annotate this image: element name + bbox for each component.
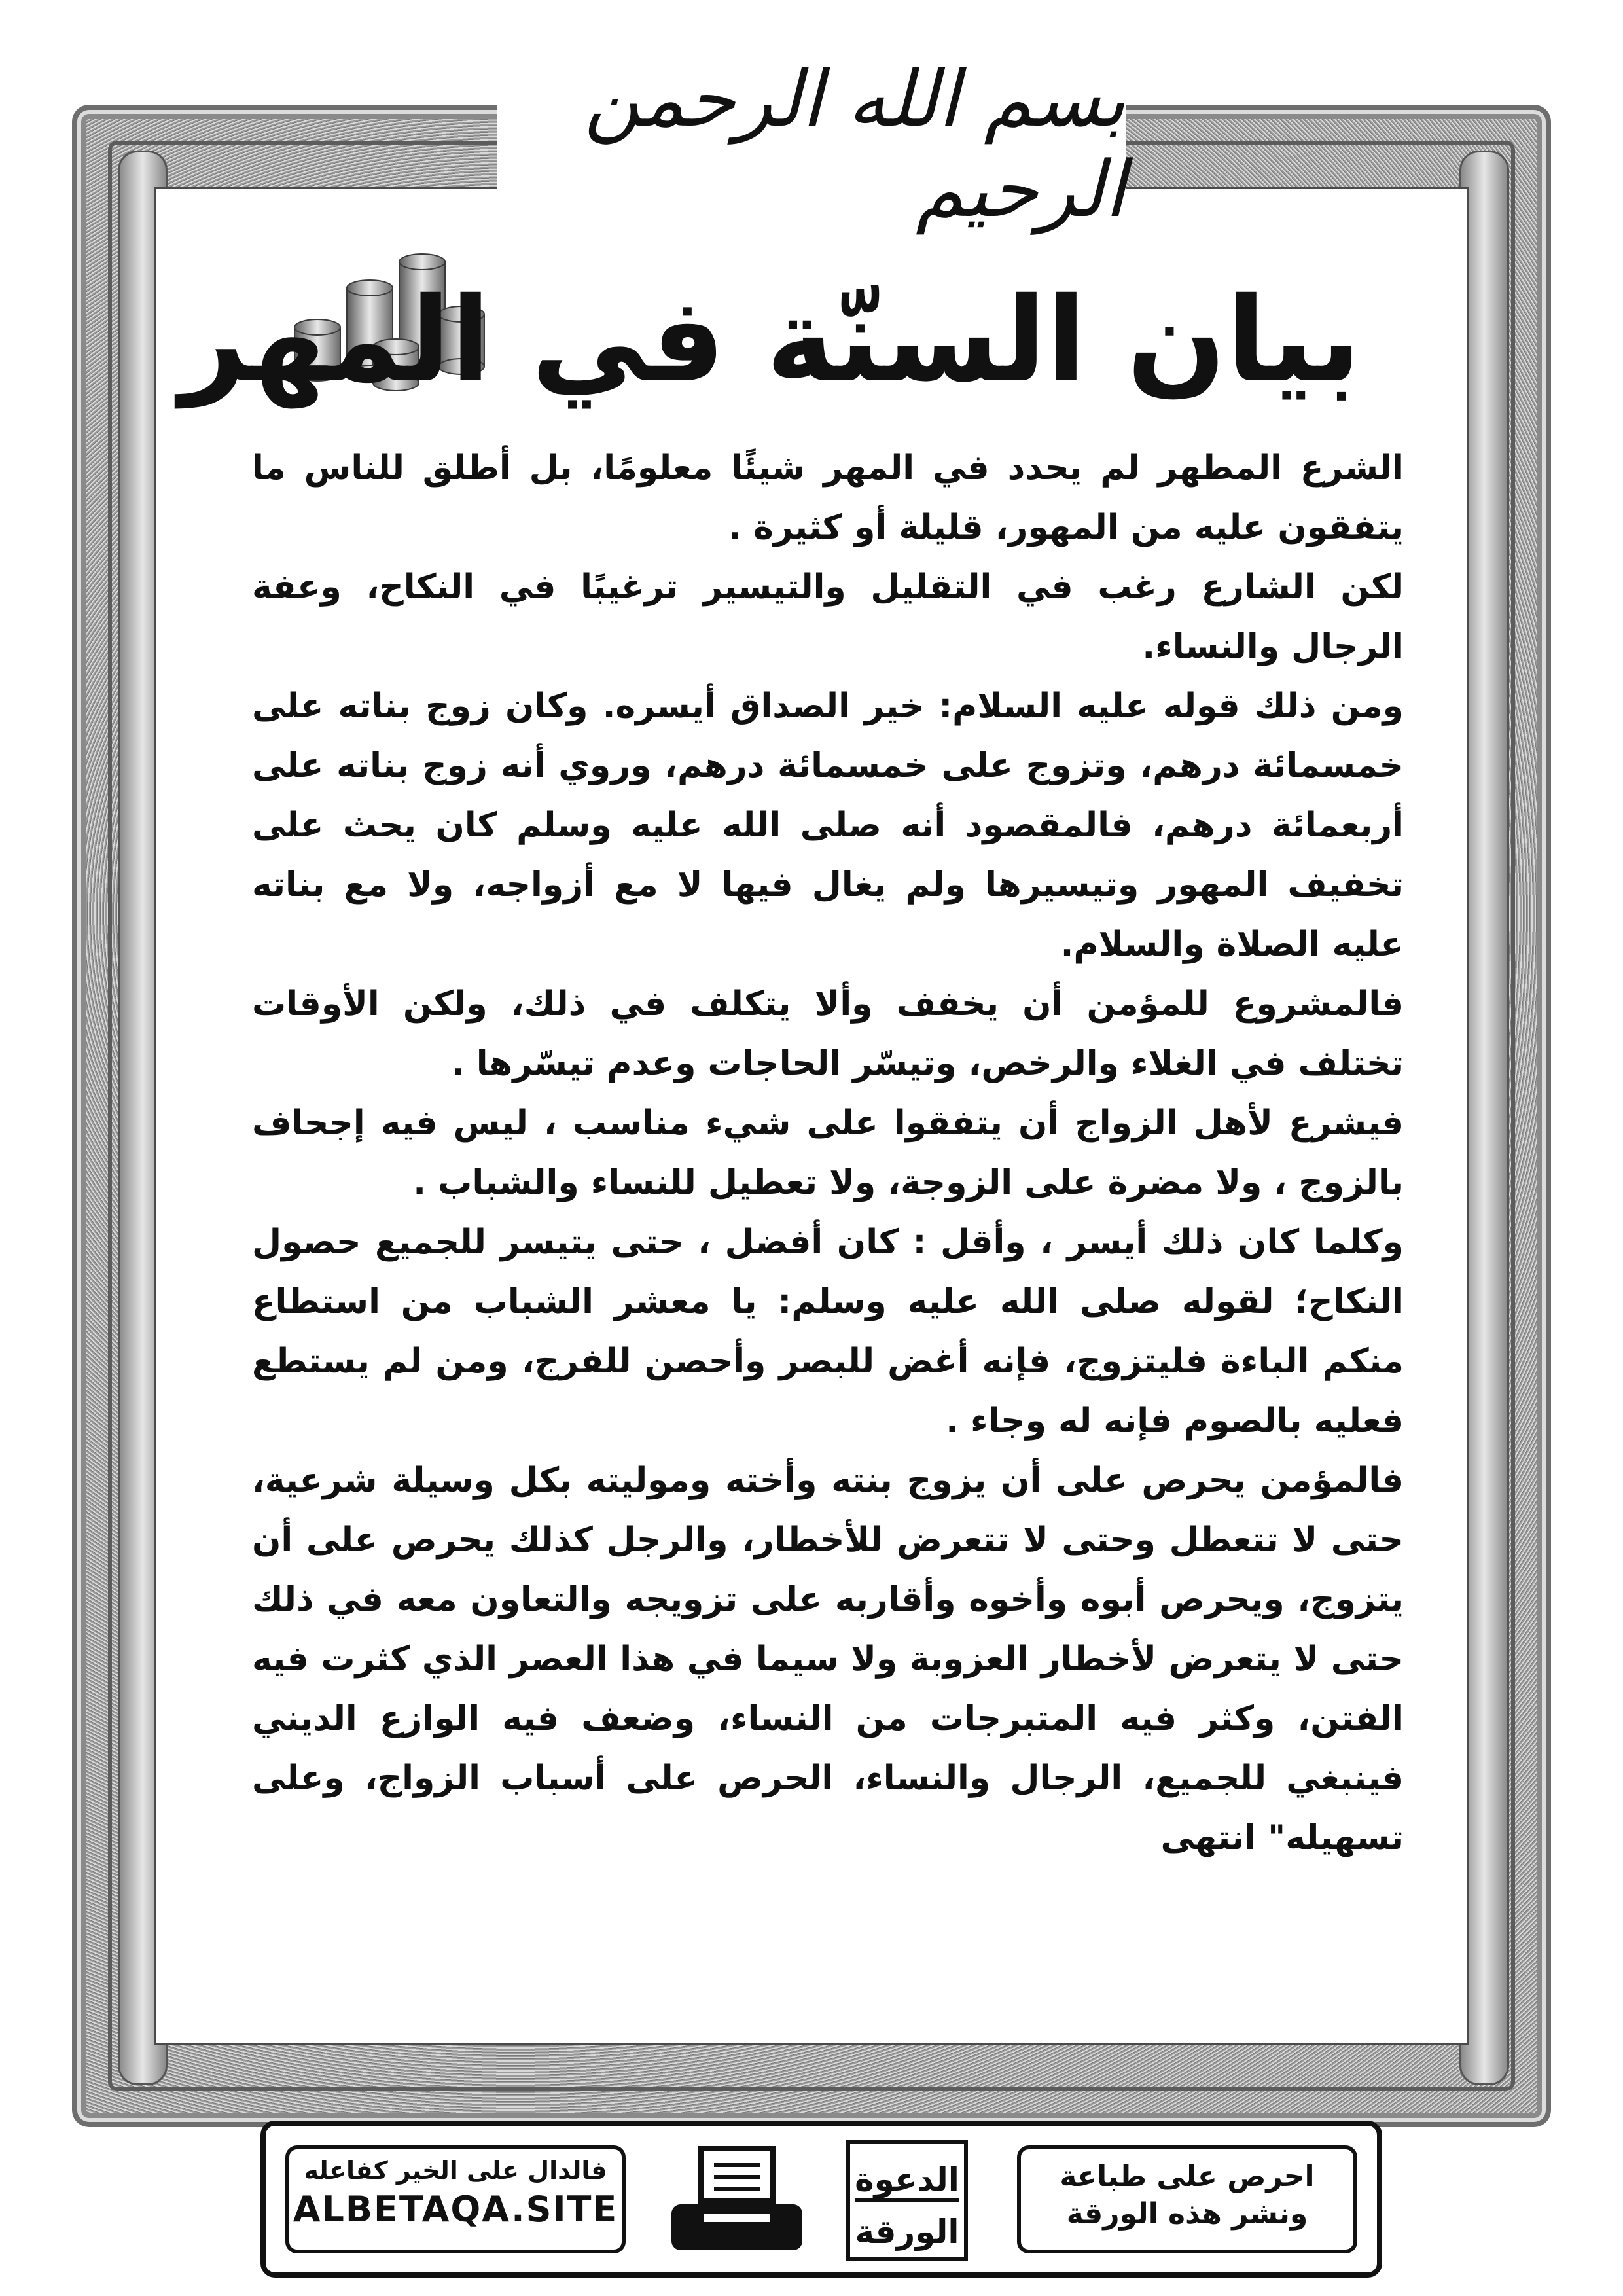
paragraph: لكن الشارع رغب في التقليل والتيسير ترغيبًا في النكاح، وعفة الرجال والنساء. [252,567,1404,666]
print-reminder-line2: ونشر هذه الورقة [1066,2197,1308,2231]
paragraph: فالمؤمن يحرص على أن يزوج بنته وأخته وموليته بكل وسيلة شرعية، حتى لا تتعطل وحتى لا تتعرض للأخطار، والرجل كذلك يحرص على أن يتزوج، ويحرص أبوه وأخوه وأقاربه على تزويجه والتعاون معه في ذلك حتى لا يتعرض لأخطار العزوبة ولا سيما في هذا العصر الذي كثرت فيه الفتن، وكثر فيه المتبرجات من النساء، وضعف فيه الوازع الديني فينبغي للجميع، الرجال والنساء، الحرص على أسباب الزواج، وعلى تسهيله" انتهى [252,1461,1404,1857]
paragraph: الشرع المطهر لم يحدد في المهر شيئًا معلومًا، بل أطلق للناس ما يتفقون عليه من المهور، قليلة أو كثيرة . [252,448,1404,547]
printer-icon [665,2145,809,2257]
footer-bar [260,2121,1382,2278]
print-reminder-box [1017,2145,1357,2253]
page-title: بيان السنّة في المهر [179,272,1361,408]
footer-slogan: فالدال على الخير كفاعله [304,2156,607,2185]
basmala-calligraphy [497,54,1126,234]
paragraph: ومن ذلك قوله عليه السلام: خير الصداق أيسره. وكان زوج بناته على خمسمائة درهم، وتزوج على خمسمائة درهم، وروي أنه زوج بناته على أربعمائة درهم، فالمقصود أنه صلى الله عليه وسلم كان يحث على تخفيف المهور وتيسيرها ولم يغال فيها لا مع أزواجه، ولا مع بناته عليه الصلاة والسلام. [252,687,1404,964]
paragraph: وكلما كان ذلك أيسر ، وأقل : كان أفضل ، حتى يتيسر للجميع حصول النكاح؛ لقوله صلى الله عليه وسلم: يا معشر الشباب من استطاع منكم الباءة فليتزوج، فإنه أغض للبصر وأحصن للفرج، ومن لم يستطع فعليه بالصوم فإنه له وجاء . [252,1223,1404,1441]
article-body [252,439,1404,1868]
website-box[interactable] [285,2145,626,2253]
svg-text:الورقة: الورقة [855,2213,959,2251]
basmala-text: بسم الله الرحمن الرحيم [584,54,1126,234]
paragraph: فالمشروع للمؤمن أن يخفف وألا يتكلف في ذلك، ولكن الأوقات تختلف في الغلاء والرخص، وتيسّر الحاجات وعدم تيسّرها . [252,984,1404,1083]
paragraph: فيشرع لأهل الزواج أن يتفقوا على شيء مناسب ، ليس فيه إجحاف بالزوج ، ولا مضرة على الزوجة، ولا تعطيل للنساء والشباب . [252,1103,1404,1202]
dawah-paper-logo-icon [842,2135,972,2266]
website-link[interactable]: ALBETAQA.SITE [293,2189,618,2230]
print-reminder-line1: احرص على طباعة [1060,2160,1315,2193]
svg-text:الدعوة: الدعوة [855,2161,959,2198]
